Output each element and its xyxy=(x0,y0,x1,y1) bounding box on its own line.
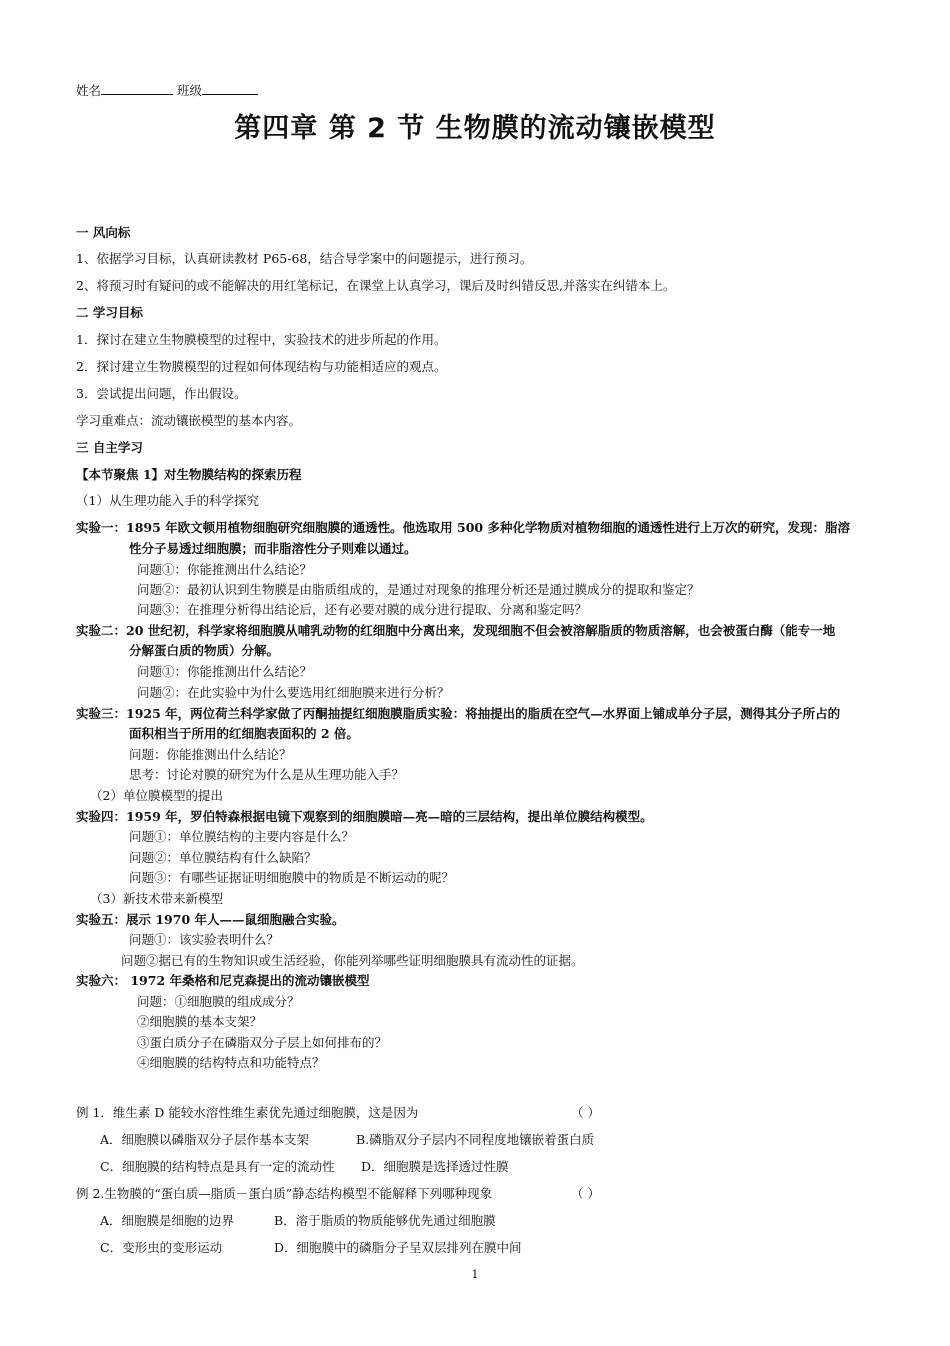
text-line: 三 自主学习 xyxy=(76,440,143,455)
text-line: 思考：讨论对膜的研究为什么是从生理功能入手？ xyxy=(129,767,405,782)
text-line: 3．尝试提出问题，作出假设。 xyxy=(76,386,247,401)
text-line: ②细胞膜的基本支架？ xyxy=(137,1014,263,1029)
text-line: ③蛋白质分子在磷脂双分子层上如何排布的？ xyxy=(137,1035,388,1050)
class-blank xyxy=(202,82,258,95)
name-class-line xyxy=(76,82,258,100)
text-line: （ ） xyxy=(571,1105,600,1120)
text-line: 2、将预习时有疑问的或不能解决的用红笔标记，在课堂上认真学习，课后及时纠错反思,并落实在纠错本上。 xyxy=(76,278,676,293)
text-line: C．变形虫的变形运动 xyxy=(100,1240,223,1255)
text-line: A．细胞膜以磷脂双分子层作基本支架 xyxy=(100,1132,310,1147)
text-line: 实验二：20 世纪初，科学家将细胞膜从哺乳动物的红细胞中分离出来，发现细胞不但会被溶解脂质的物质溶解，也会被蛋白酶（能专一地 xyxy=(76,623,836,638)
name-blank xyxy=(101,82,173,95)
text-line: 问题③：在推理分析得出结论后，还有必要对膜的成分进行提取、分离和鉴定吗？ xyxy=(137,602,588,617)
text-line: 1、依据学习目标，认真研读教材 P65-68，结合导学案中的问题提示，进行预习。 xyxy=(76,251,533,266)
text-line: （1）从生理功能入手的科学探究 xyxy=(76,493,259,508)
text-line: ④细胞膜的结构特点和功能特点？ xyxy=(137,1055,325,1070)
text-line: A．细胞膜是细胞的边界 xyxy=(100,1213,235,1228)
text-line: 问题①：你能推测出什么结论？ xyxy=(137,664,313,679)
text-line: 面积相当于所用的红细胞表面积的 2 倍。 xyxy=(129,726,359,741)
text-line: 例 1．维生素 D 能较水溶性维生素优先通过细胞膜，这是因为 xyxy=(76,1105,419,1120)
text-line: 性分子易透过细胞膜；而非脂溶性分子则难以通过。 xyxy=(129,541,417,556)
name-label: 姓名 xyxy=(76,83,102,98)
text-line: 问题①：单位膜结构的主要内容是什么？ xyxy=(129,829,355,844)
text-line: 问题②：在此实验中为什么要选用红细胞膜来进行分析？ xyxy=(137,685,450,700)
text-line: 2．探讨建立生物膜模型的过程如何体现结构与功能相适应的观点。 xyxy=(76,359,447,374)
text-line: 实验三：1925 年，两位荷兰科学家做了丙酮抽提红细胞膜脂质实验：将抽提出的脂质在空气—水界面上铺成单分子层，测得其分子所占的 xyxy=(76,706,841,721)
text-line: B.磷脂双分子层内不同程度地镶嵌着蛋白质 xyxy=(356,1132,595,1147)
text-line: 问题：你能推测出什么结论？ xyxy=(129,747,292,762)
text-line: B．溶于脂质的物质能够优先通过细胞膜 xyxy=(274,1213,496,1228)
text-line: （ ） xyxy=(571,1186,600,1201)
page-number: 1 xyxy=(471,1268,479,1281)
text-line: 学习重难点：流动镶嵌模型的基本内容。 xyxy=(76,413,302,428)
text-line: 问题①：你能推测出什么结论？ xyxy=(137,562,313,577)
text-line: 二 学习目标 xyxy=(76,305,143,320)
text-line: 问题②：单位膜结构有什么缺陷？ xyxy=(129,850,317,865)
page-title: 第四章 第 2 节 生物膜的流动镶嵌模型 xyxy=(234,113,716,144)
class-label: 班级 xyxy=(177,83,203,98)
text-line: 分解蛋白质的物质）分解。 xyxy=(129,643,280,658)
text-line: （2）单位膜模型的提出 xyxy=(90,788,223,803)
text-line: 实验五：展示 1970 年人——鼠细胞融合实验。 xyxy=(76,912,345,927)
text-line: 问题②据已有的生物知识或生活经验，你能列举哪些证明细胞膜具有流动性的证据。 xyxy=(121,953,584,968)
text-line: （3）新技术带来新模型 xyxy=(90,891,223,906)
text-line: 问题③：有哪些证据证明细胞膜中的物质是不断运动的呢？ xyxy=(129,870,455,885)
text-line: 一 风向标 xyxy=(76,225,131,240)
text-line: 【本节聚焦 1】对生物膜结构的探索历程 xyxy=(76,467,302,482)
text-line: 问题：①细胞膜的组成成分？ xyxy=(137,994,300,1009)
text-line: C．细胞膜的结构特点是具有一定的流动性 xyxy=(100,1159,335,1174)
text-line: 实验四：1959 年，罗伯特森根据电镜下观察到的细胞膜暗—亮—暗的三层结构，提出单位膜结构模型。 xyxy=(76,809,653,824)
text-line: 例 2.生物膜的“蛋白质—脂质－蛋白质”静态结构模型不能解释下列哪种现象 xyxy=(76,1186,493,1201)
text-line: 实验六： 1972 年桑格和尼克森提出的流动镶嵌模型 xyxy=(76,973,370,988)
text-line: 1．探讨在建立生物膜模型的过程中，实验技术的进步所起的作用。 xyxy=(76,332,447,347)
text-line: 问题①：该实验表明什么？ xyxy=(129,932,280,947)
text-line: D．细胞膜是选择透过性膜 xyxy=(361,1159,509,1174)
text-line: 实验一：1895 年欧文顿用植物细胞研究细胞膜的通透性。他选取用 500 多种化学物质对植物细胞的通透性进行上万次的研究，发现：脂溶 xyxy=(76,520,850,535)
text-line: D．细胞膜中的磷脂分子呈双层排列在膜中间 xyxy=(274,1240,522,1255)
text-line: 问题②：最初认识到生物膜是由脂质组成的，是通过对现象的推理分析还是通过膜成分的提取和鉴定？ xyxy=(137,582,700,597)
